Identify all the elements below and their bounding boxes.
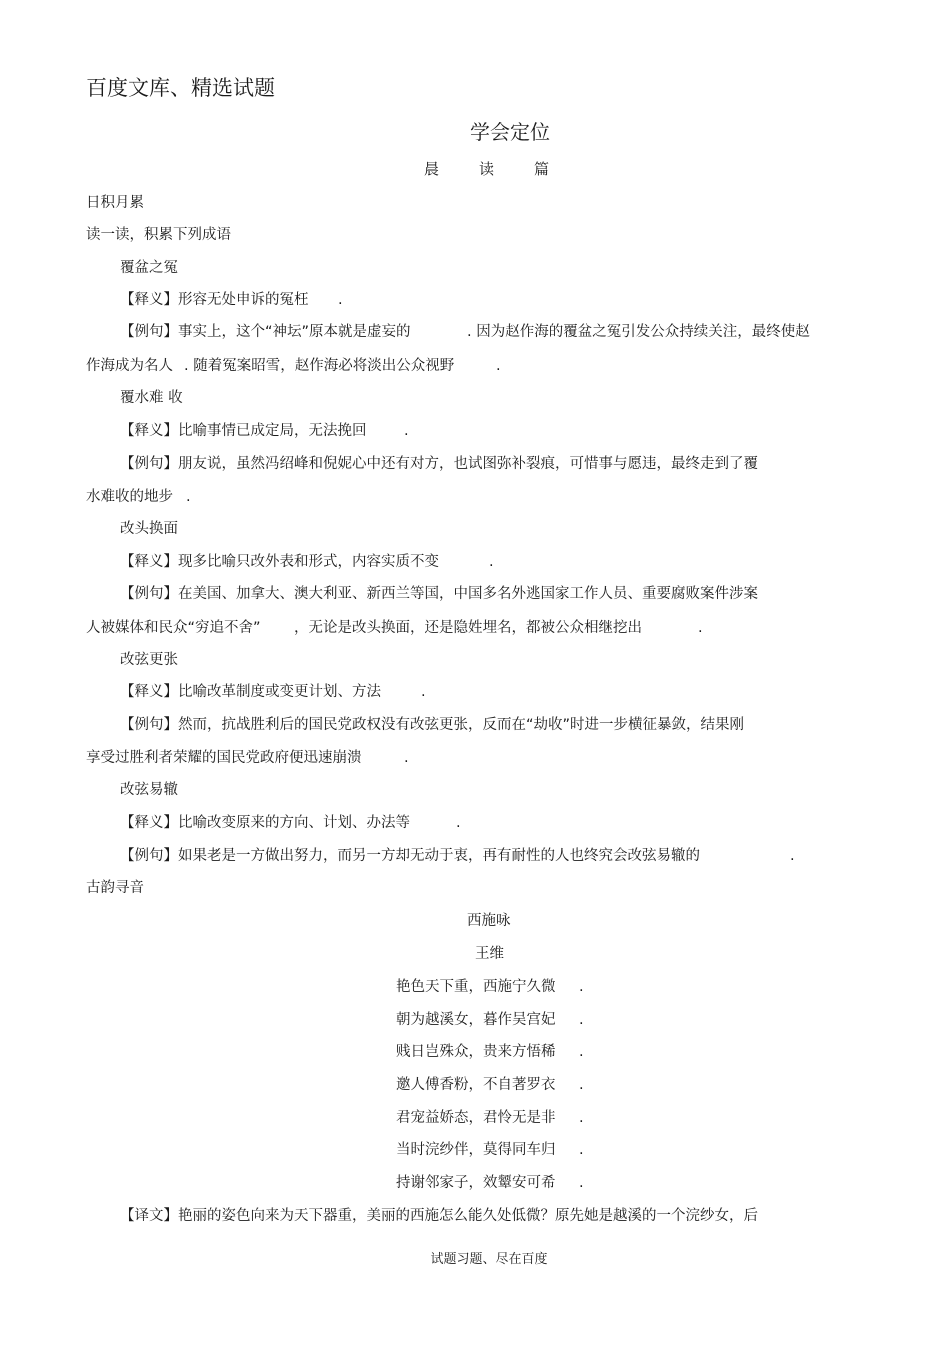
idiom-name: 覆水难 收 [120, 390, 183, 406]
idiom-name: 改弦易辙 [120, 782, 178, 798]
subtitle-char: 篇 [534, 160, 550, 178]
idiom-example-line2: 人被媒体和民众“穷追不舍” [86, 620, 261, 636]
instruction-text: 读一读，积累下列成语 [86, 227, 231, 243]
section-heading-poetry: 古韵寻音 [86, 880, 144, 896]
idiom-meaning: 【释义】形容无处申诉的冤枉 [120, 292, 309, 308]
period-mark: . [579, 1175, 584, 1191]
period-mark: . [579, 979, 584, 995]
period-mark: . [579, 1142, 584, 1158]
poem-author: 王维 [475, 946, 504, 962]
section-heading-accumulation: 日积月累 [86, 195, 144, 211]
idiom-meaning: 【释义】比喻事情已成定局，无法挽回 [120, 423, 367, 439]
period-mark: . [496, 358, 501, 374]
period-mark: . [579, 1077, 584, 1093]
period-mark: . [404, 423, 409, 439]
poem-line: 当时浣纱伴，莫得同车归 [396, 1142, 556, 1158]
subtitle-char: 读 [479, 160, 495, 178]
poem-line: 贱日岂殊众，贵来方悟稀 [396, 1044, 556, 1060]
period-mark: . [186, 489, 191, 505]
idiom-meaning: 【释义】比喻改变原来的方向、计划、办法等 [120, 815, 410, 831]
poem-line: 持谢邻家子，效颦安可希 [396, 1175, 556, 1191]
poem-title: 西施咏 [467, 913, 511, 929]
idiom-example-line2: 水难收的地步 [86, 489, 173, 505]
article-title: 学会定位 [470, 120, 550, 144]
period-mark: . [698, 620, 703, 636]
idiom-example-cont: . 因为赵作海的覆盆之冤引发公众持续关注，最终使赵 [467, 324, 810, 340]
idiom-name: 覆盆之冤 [120, 260, 178, 276]
idiom-example: 【例句】事实上，这个“神坛”原本就是虚妄的 [120, 324, 411, 340]
document-header: 百度文库、精选试题 [86, 76, 275, 100]
idiom-example: 【例句】在美国、加拿大、澳大利亚、新西兰等国，中国多名外逃国家工作人员、重要腐败案件涉案 [120, 586, 758, 602]
poem-line: 君宠益娇态，君怜无是非 [396, 1110, 556, 1126]
idiom-example: 【例句】朋友说，虽然冯绍峰和倪妮心中还有对方，也试图弥补裂痕，可惜事与愿违，最终走到了覆 [120, 456, 758, 472]
period-mark: . [404, 750, 409, 766]
idiom-example-line2-cont: ，无论是改头换面，还是隐姓埋名，都被公众相继挖出 [294, 620, 642, 636]
idiom-example-line2: 作海成为名人 [86, 358, 173, 374]
section-subtitle [424, 158, 589, 179]
poem-line: 艳色天下重，西施宁久微 [396, 979, 556, 995]
idiom-name: 改弦更张 [120, 652, 178, 668]
translation-text: 【译文】艳丽的姿色向来为天下器重，美丽的西施怎么能久处低微？原先她是越溪的一个浣纱女，后 [120, 1208, 758, 1224]
idiom-example-line2-cont: . 随着冤案昭雪，赵作海必将淡出公众视野 [184, 358, 455, 374]
idiom-example-line2: 享受过胜利者荣耀的国民党政府便迅速崩溃 [86, 750, 362, 766]
idiom-meaning: 【释义】比喻改革制度或变更计划、方法 [120, 684, 381, 700]
period-mark: . [579, 1044, 584, 1060]
period-mark: . [421, 684, 426, 700]
period-mark: . [579, 1012, 584, 1028]
idiom-meaning: 【释义】现多比喻只改外表和形式，内容实质不变 [120, 554, 439, 570]
period-mark: . [489, 554, 494, 570]
period-mark: . [790, 848, 795, 864]
idiom-example: 【例句】如果老是一方做出努力，而另一方却无动于衷，再有耐性的人也终究会改弦易辙的 [120, 848, 700, 864]
poem-line: 朝为越溪女，暮作吴宫妃 [396, 1012, 556, 1028]
document-footer: 试题习题、尽在百度 [430, 1252, 548, 1267]
period-mark: . [456, 815, 461, 831]
poem-line: 邀人傅香粉，不自著罗衣 [396, 1077, 556, 1093]
idiom-name: 改头换面 [120, 521, 178, 537]
idiom-example: 【例句】然而，抗战胜利后的国民党政权没有改弦更张，反而在“劫收”时进一步横征暴敛，结果刚 [120, 717, 745, 733]
period-mark: . [579, 1110, 584, 1126]
subtitle-char: 晨 [424, 160, 440, 178]
period-mark: . [338, 292, 343, 308]
